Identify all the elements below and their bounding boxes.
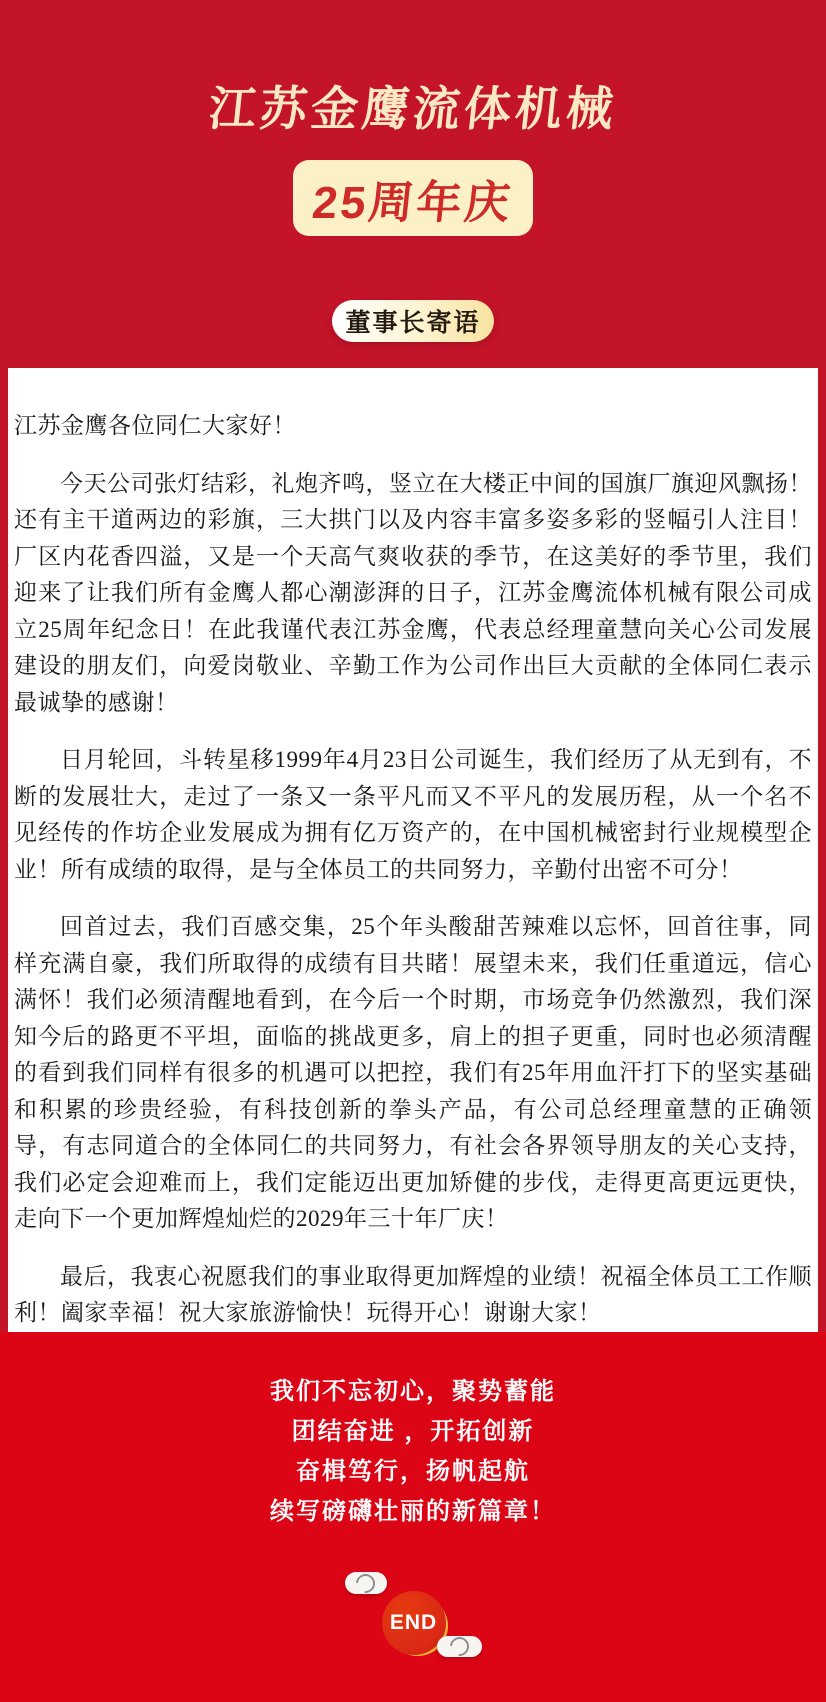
end-circle-icon bbox=[382, 1591, 446, 1655]
article-paragraph: 最后，我衷心祝愿我们的事业取得更加辉煌的业绩！祝福全体员工工作顺利！阖家幸福！祝大家旅游愉快！玩得开心！谢谢大家！ bbox=[14, 1263, 812, 1325]
chairman-message-pill-label: 董事长寄语 bbox=[345, 309, 481, 337]
article-paragraph: 今天公司张灯结彩，礼炮齐鸣，竖立在大楼正中间的国旗厂旗迎风飘扬！还有主干道两边的彩旗，三大拱门以及内容丰富多姿多彩的竖幅引人注目！厂区内花香四溢，又是一个天高气爽收获的季节，在这美好的季节里，我们迎来了让我们所有金鹰人都心潮澎湃的日子，江苏金鹰流体机械有限公司成立25周年纪念日！在此我谨代表江苏金鹰，代表总经理童慧向关心公司发展建设的朋友们，向爱岗敬业、辛勤工作为公司作出巨大贡献的全体同仁表示最诚挚的感谢！ bbox=[14, 470, 812, 715]
article-paragraph: 回首过去，我们百感交集，25个年头酸甜苦辣难以忘怀，回首往事，同样充满自豪，我们所取得的成绩有目共睹！展望未来，我们任重道远，信心满怀！我们必须清醒地看到，在今后一个时期，市场竞争仍然激烈，我们深知今后的路更不平坦，面临的挑战更多，肩上的担子更重，同时也必须清醒的看到我们同样有很多的机遇可以把控，我们有25年用血汗打下的坚实基础和积累的珍贵经验，有科技创新的拳头产品，有公司总经理童慧的正确领导，有志同道合的全体同仁的共同努力，有社会各界领导朋友的关心支持，我们必定会迎难而上，我们定能迈出更加矫健的步伐，走得更高更远更快，走向下一个更加辉煌灿烂的2029年三十年厂庆！ bbox=[14, 914, 812, 1231]
ring-icon bbox=[446, 1633, 473, 1660]
end-label: END bbox=[389, 1611, 438, 1634]
end-badge bbox=[382, 1591, 446, 1655]
slogan-line: 奋楫笃行，扬帆起航 bbox=[296, 1458, 530, 1485]
ring-icon bbox=[352, 1570, 379, 1597]
chairman-message-pill bbox=[332, 300, 494, 342]
anniversary-badge-label: 25周年庆 bbox=[309, 176, 516, 228]
article-paragraph-greeting: 江苏金鹰各位同仁大家好！ bbox=[14, 413, 296, 438]
slogan-line: 我们不忘初心，聚势蓄能 bbox=[270, 1378, 556, 1405]
anniversary-badge bbox=[293, 160, 533, 236]
footer-section bbox=[0, 1332, 826, 1702]
hero-section bbox=[0, 0, 826, 368]
capsule-top-icon bbox=[345, 1572, 387, 1594]
page-title: 江苏金鹰流体机械 bbox=[206, 82, 620, 135]
article-paragraph: 日月轮回，斗转星移1999年4月23日公司诞生，我们经历了从无到有，不断的发展壮大，走过了一条又一条平凡而又不平凡的发展历程，从一个名不见经传的作坊企业发展成为拥有亿万资产的，在中国机械密封行业规模型企业！所有成绩的取得，是与全体员工的共同努力，辛勤付出密不可分！ bbox=[14, 747, 812, 882]
slogan-line: 团结奋进 ，开拓创新 bbox=[291, 1418, 535, 1445]
end-decoration-cluster bbox=[345, 1572, 482, 1658]
slogan-line: 续写磅礴壮丽的新篇章！ bbox=[270, 1498, 556, 1525]
slogan-block bbox=[0, 1332, 826, 1532]
article-card bbox=[8, 368, 818, 1332]
capsule-bottom-icon bbox=[437, 1636, 482, 1657]
